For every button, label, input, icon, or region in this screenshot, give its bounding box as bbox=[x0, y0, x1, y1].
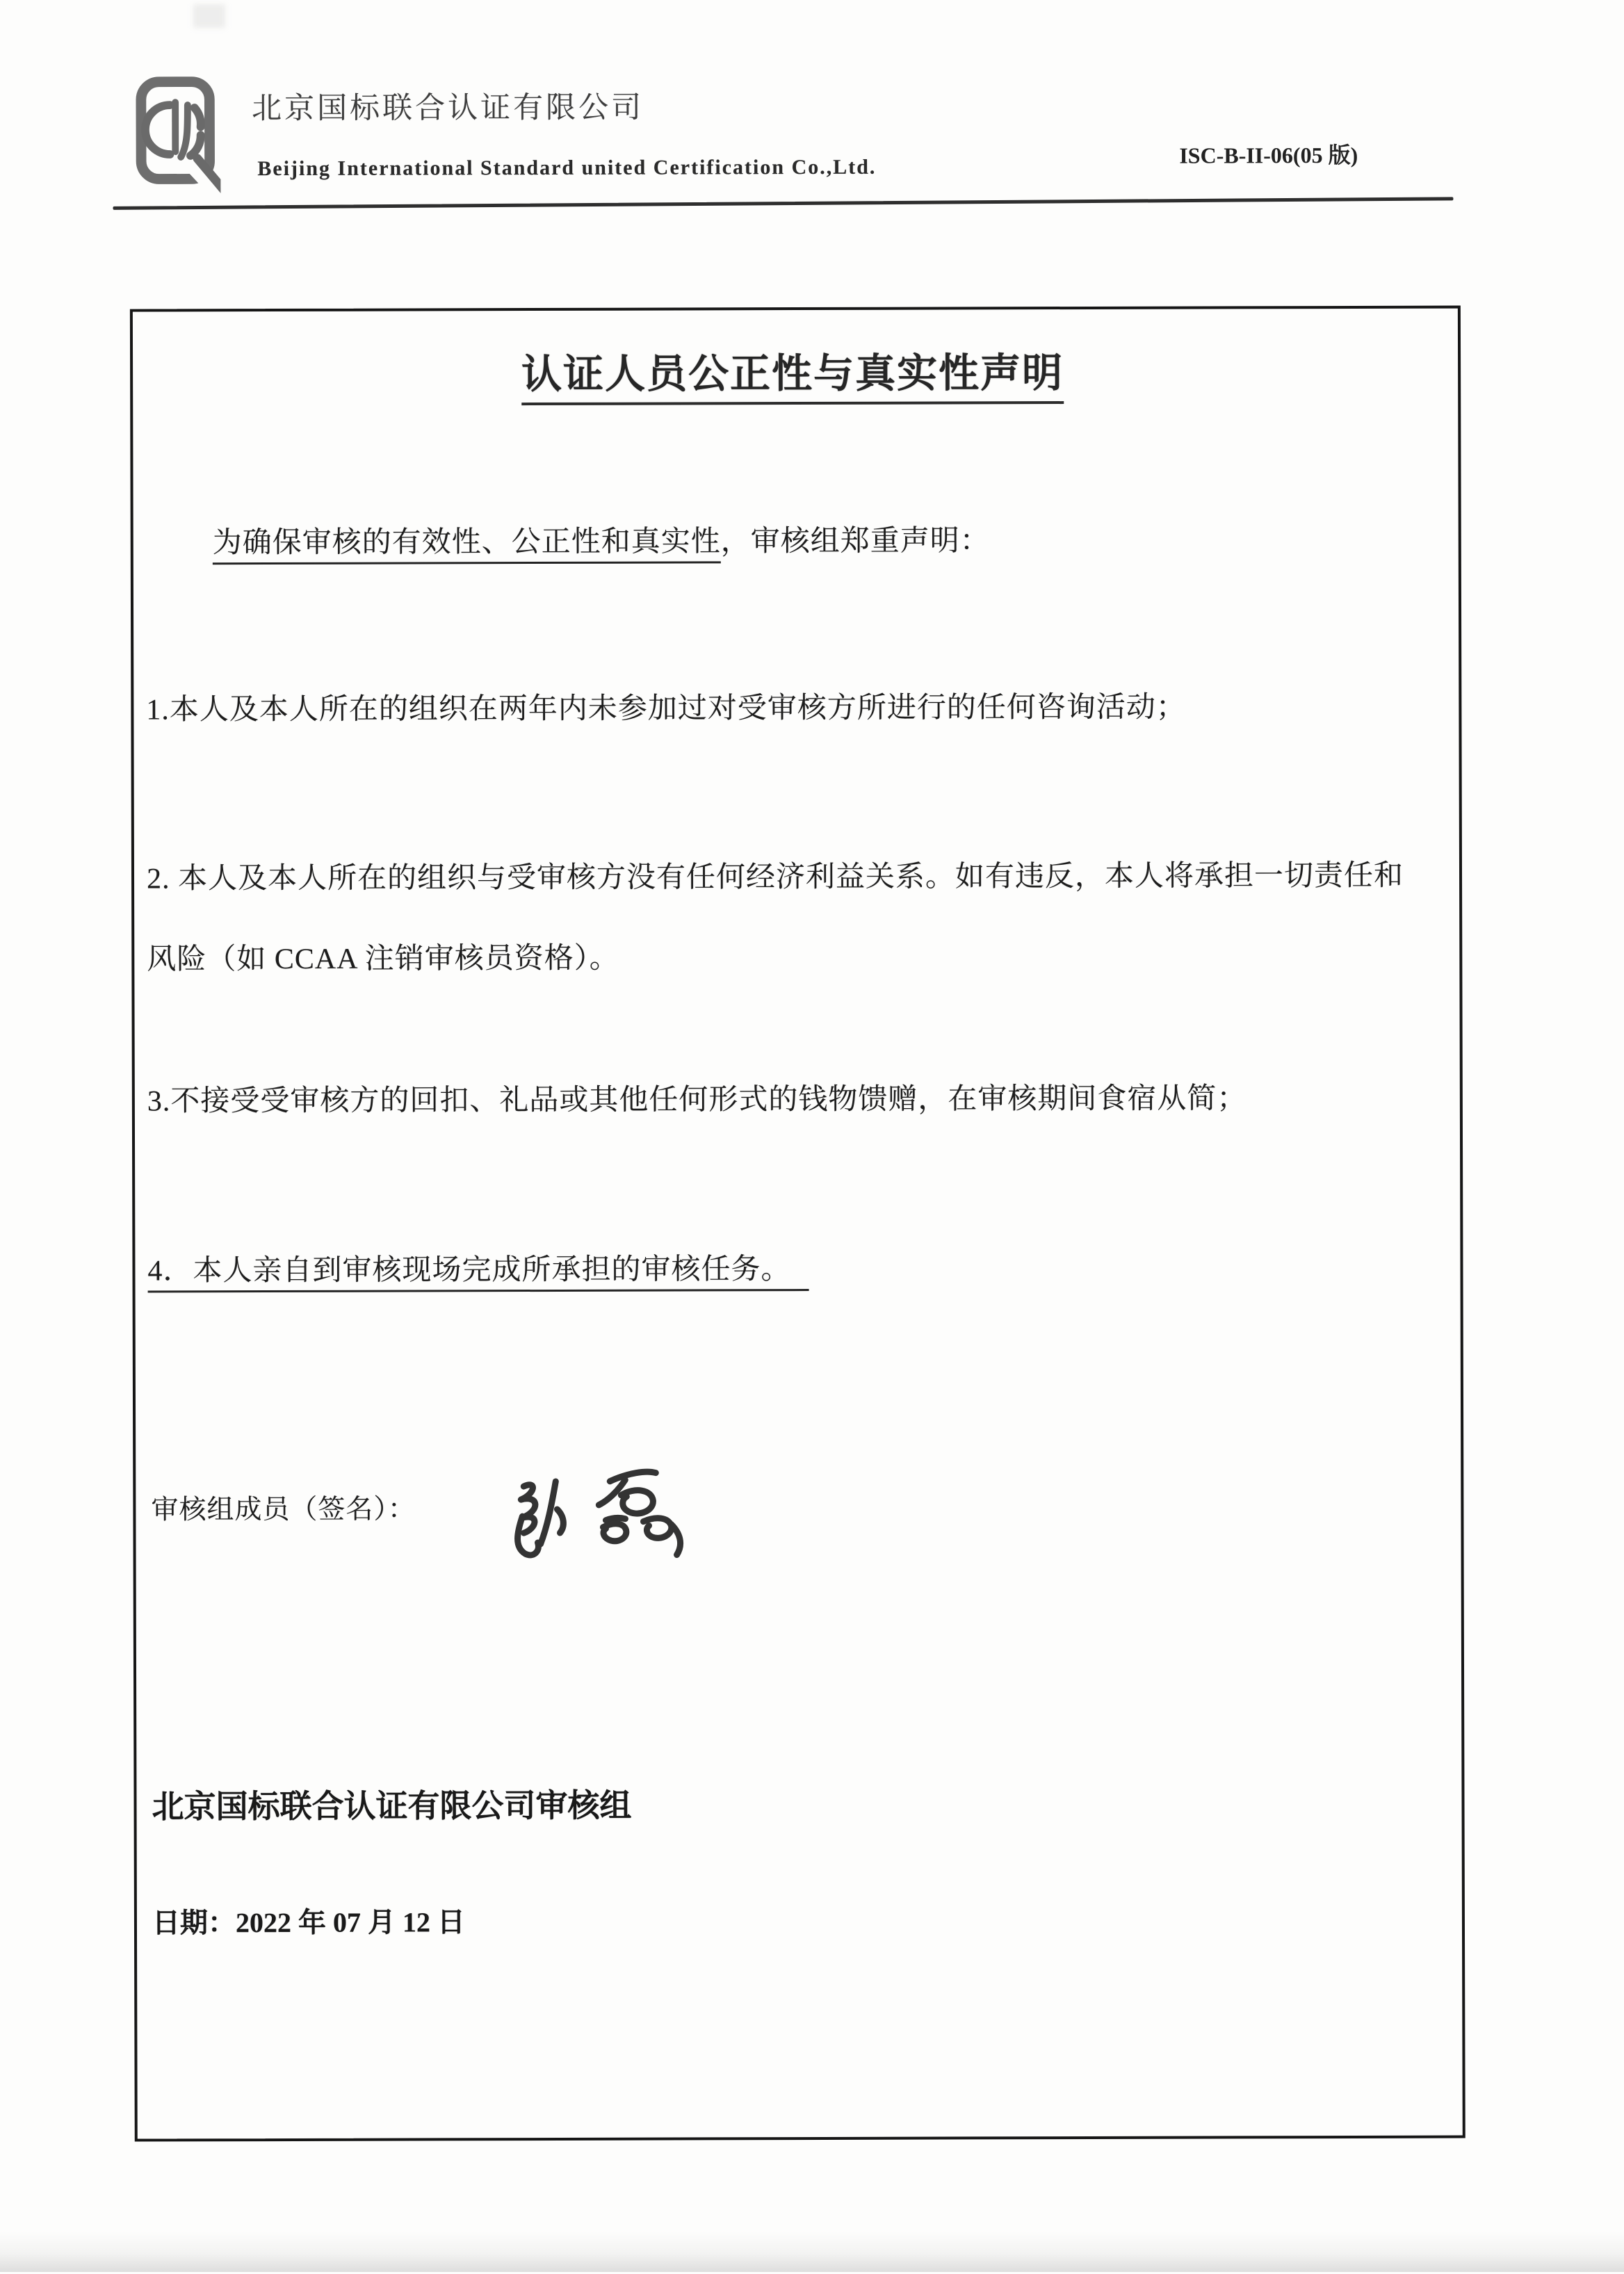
declaration-box bbox=[130, 306, 1465, 2142]
document-title bbox=[130, 339, 1455, 401]
declaration-item-2-line-2: 风险（如 CCAA 注销审核员资格）。 bbox=[147, 942, 619, 976]
signature-label: 审核组成员（签名）： bbox=[151, 1494, 416, 1525]
scan-artifact-bottom-edge bbox=[0, 2232, 1624, 2272]
date-line: 日期：2022 年 07 月 12 日 bbox=[152, 1906, 466, 1939]
company-logo-icon bbox=[131, 74, 220, 204]
document-title-text: 认证人员公正性与真实性声明 bbox=[521, 350, 1064, 405]
company-name-chinese: 北京国标联合认证有限公司 bbox=[252, 90, 644, 126]
document-code: ISC-B-II-06(05 版) bbox=[1179, 142, 1358, 168]
company-name-english: Beijing International Standard united Certification Co.,Ltd. bbox=[257, 155, 877, 181]
intro-rest-text: ，审核组郑重声明： bbox=[720, 525, 990, 558]
scan-artifact-smudge bbox=[193, 4, 225, 28]
declaration-item-4-text: 4．本人亲自到审核现场完成所承担的审核任务。 bbox=[147, 1253, 809, 1292]
declaration-item-1: 1.本人及本人所在的组织在两年内未参加过对受审核方所进行的任何咨询活动； bbox=[146, 691, 1186, 726]
declaration-item-3: 3.不接受受审核方的回扣、礼品或其他任何形式的钱物馈赠，在审核期间食宿从简； bbox=[147, 1082, 1247, 1118]
audit-team-line: 北京国标联合认证有限公司审核组 bbox=[152, 1787, 632, 1825]
declaration-item-4 bbox=[147, 1246, 809, 1289]
intro-paragraph bbox=[213, 517, 990, 561]
header-divider bbox=[113, 197, 1453, 209]
handwritten-signature bbox=[473, 1427, 710, 1570]
declaration-item-2-line-1: 2. 本人及本人所在的组织与受审核方没有任何经济利益关系。如有违反，本人将承担一切责任和 bbox=[146, 859, 1404, 895]
intro-underlined-text: 为确保审核的有效性、公正性和真实性 bbox=[213, 526, 721, 565]
